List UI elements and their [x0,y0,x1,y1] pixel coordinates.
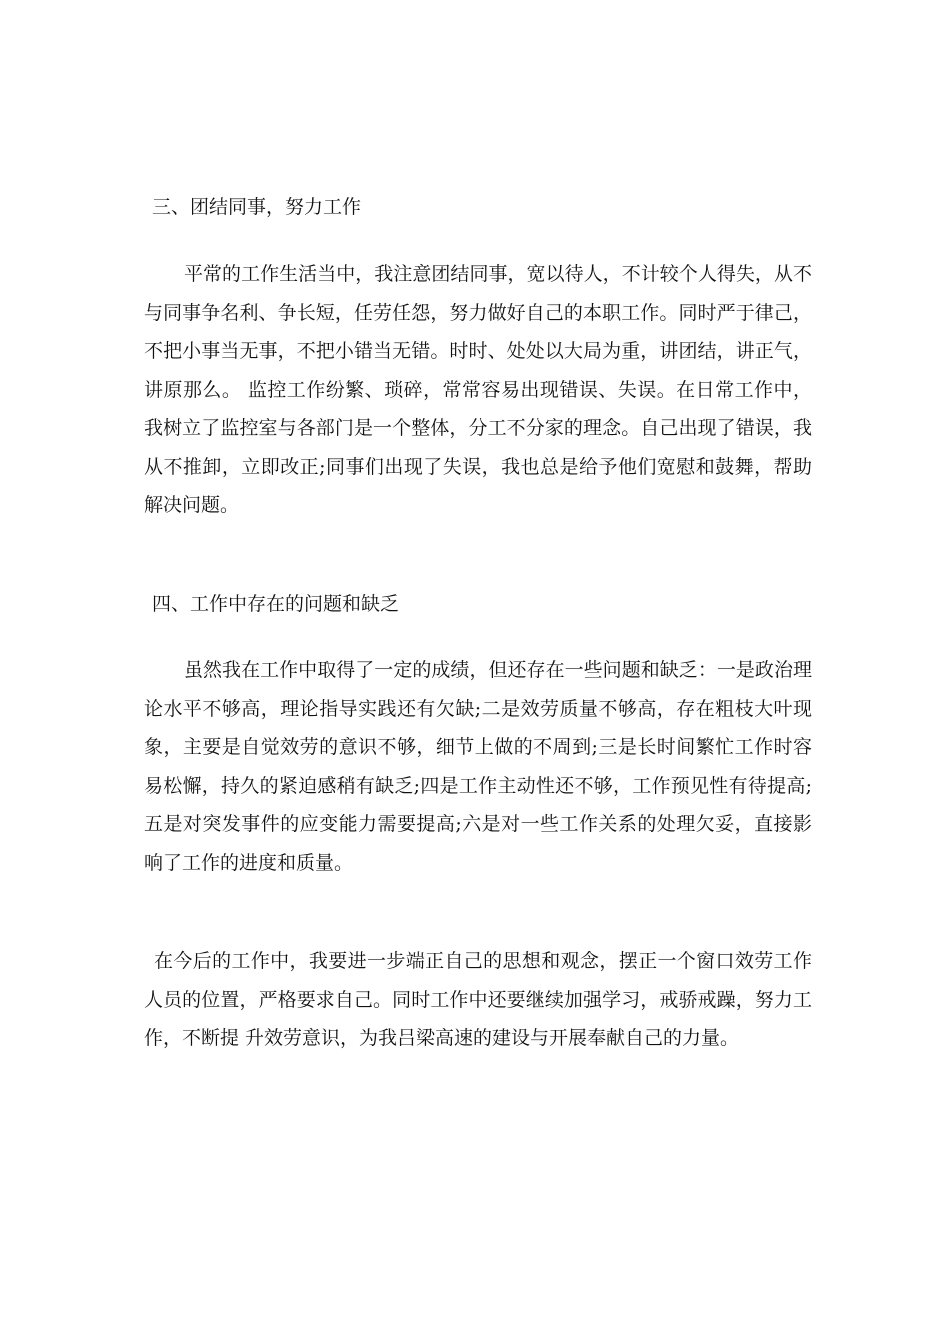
section-3-heading: 三、团结同事，努力工作 [152,196,362,218]
section-4-heading: 四、工作中存在的问题和缺乏 [152,593,400,615]
section-4-paragraph: 虽然我在工作中取得了一定的成绩，但还存在一些问题和缺乏：一是政治理论水平不够高，理论指导实践还有欠缺;二是效劳质量不够高，存在粗枝大叶现象，主要是自觉效劳的意识不够，细节上做的不周到;三是长时间繁忙工作时容易松懈，持久的紧迫感稍有缺乏;四是工作主动性还不够，工作预见性有待提高;五是对突发事件的应变能力需要提高;六是对一些工作关系的处理欠妥，直接影响了工作的进度和质量。 [144,659,812,874]
section-3-paragraph: 平常的工作生活当中，我注意团结同事，宽以待人，不计较个人得失，从不与同事争名利、争长短，任劳任怨，努力做好自己的本职工作。同时严于律己，不把小事当无事，不把小错当无错。时时、处处以大局为重，讲团结，讲正气，讲原那么。 监控工作纷繁、琐碎，常常容易出现错误、失误。在日常工作中，我树立了监控室与各部门是一个整体，分工不分家的理念。自己出现了错误，我从不推卸，立即改正;同事们出现了失误，我也总是给予他们宽慰和鼓舞，帮助解决问题。 [144,263,812,516]
closing-paragraph: 在今后的工作中，我要进一步端正自己的思想和观念，摆正一个窗口效劳工作人员的位置，严格要求自己。同时工作中还要继续加强学习，戒骄戒躁，努力工作，不断提 升效劳意识，为我吕梁高速的建设与开展奉献自己的力量。 [144,950,812,1049]
